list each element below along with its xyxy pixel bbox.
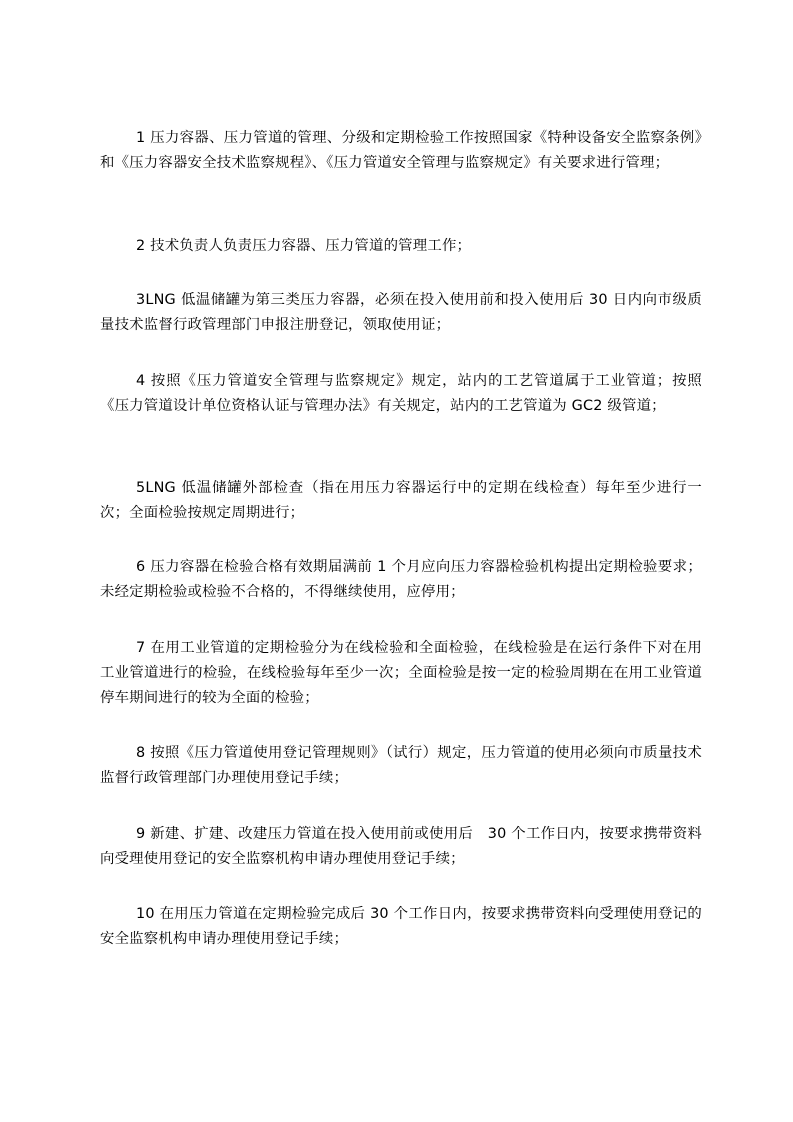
paragraph-8: 8 按照《压力管道使用登记管理规则》（试行）规定，压力管道的使用必须向市质量技术监督行政管理部门办理使用登记手续；: [100, 745, 702, 786]
paragraph-7: 7 在用工业管道的定期检验分为在线检验和全面检验，在线检验是在运行条件下对在用工业管道进行的检验，在线检验每年至少一次；全面检验是按一定的检验周期在在用工业管道停车期间进行的较为全面的检验；: [100, 640, 702, 706]
paragraph-5: 5LNG 低温储罐外部检查（指在用压力容器运行中的定期在线检查）每年至少进行一次；全面检验按规定周期进行；: [100, 480, 702, 521]
paragraph-9: 9 新建、扩建、改建压力管道在投入使用前或使用后 30 个工作日内，按要求携带资料向受理使用登记的安全监察机构申请办理使用登记手续；: [100, 826, 702, 867]
paragraph-6: 6 压力容器在检验合格有效期届满前 1 个月应向压力容器检验机构提出定期检验要求；未经定期检验或检验不合格的，不得继续使用，应停用；: [100, 559, 702, 600]
paragraph-2: 2 技术负责人负责压力容器、压力管道的管理工作；: [136, 238, 472, 254]
paragraph-10: 10 在用压力管道在定期检验完成后 30 个工作日内，按要求携带资料向受理使用登记的安全监察机构申请办理使用登记手续；: [100, 906, 702, 947]
paragraph-3: 3LNG 低温储罐为第三类压力容器，必须在投入使用前和投入使用后 30 日内向市级质量技术监督行政管理部门申报注册登记，领取使用证；: [100, 292, 702, 333]
paragraph-1: 1 压力容器、压力管道的管理、分级和定期检验工作按照国家《特种设备安全监察条例》和《压力容器安全技术监察规程》、《压力管道安全管理与监察规定》有关要求进行管理；: [100, 130, 702, 171]
paragraph-4: 4 按照《压力管道安全管理与监察规定》规定，站内的工艺管道属于工业管道；按照《压力管道设计单位资格认证与管理办法》有关规定，站内的工艺管道为 GC2 级管道；: [100, 373, 702, 414]
